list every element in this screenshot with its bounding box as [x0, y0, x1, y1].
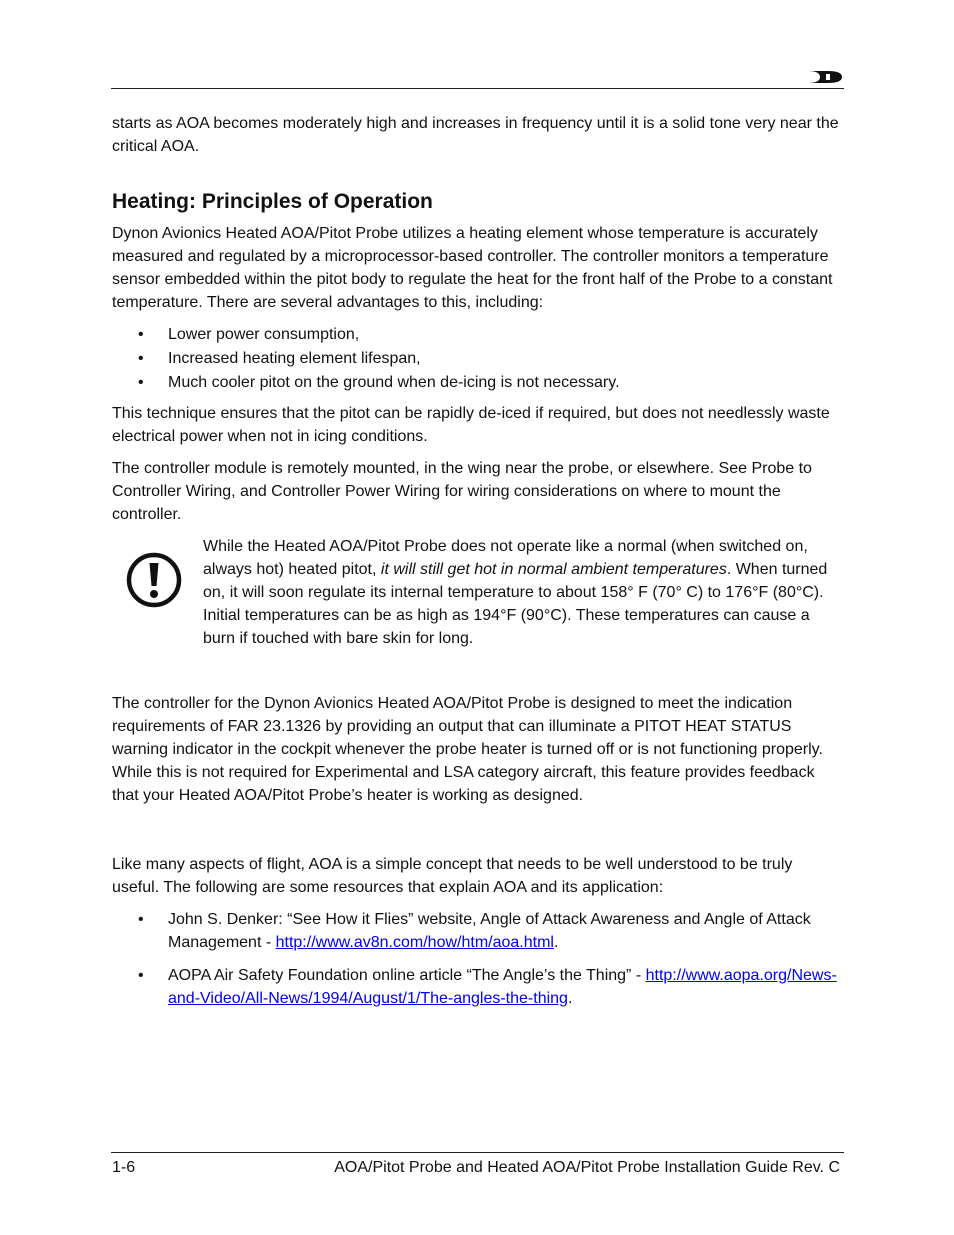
list-item: • Lower power consumption,: [112, 323, 842, 346]
list-item: • John S. Denker: “See How it Flies” website, Angle of Attack Awareness and Angle of Attack Management - http://www.av8n.com/how/htm/aoa.html.: [112, 908, 842, 954]
dynon-logo-icon: [806, 68, 844, 86]
list-item: • Much cooler pitot on the ground when de-icing is not necessary.: [112, 371, 842, 394]
technique-paragraph: This technique ensures that the pitot can be rapidly de-iced if required, but does not needlessly waste electrical power when not in icing conditions.: [112, 405, 830, 445]
advantages-list: [112, 323, 842, 394]
warning-text: While the Heated AOA/Pitot Probe does not operate like a normal (when switched on, always hot) heated pitot, it will still get hot in normal ambient temperatures. When turned on, it will soon regulate its internal temperature to about 158° F (70° C) to 176°F (80°C). Initial temperatures can be as high as 194°F (90°C). These temperatures can cause a burn if touched with bare skin for long.: [203, 538, 828, 647]
exclamation-warning-icon: [125, 551, 183, 609]
principles-paragraph: Dynon Avionics Heated AOA/Pitot Probe utilizes a heating element whose temperature is accurately measured and regulated by a microprocessor-based controller. The controller monitors a temperature sensor embedded within the pitot body to regulate the heat for the front half of the Probe to a constant temperature. There are several advantages to this, including:: [112, 225, 833, 311]
intro-paragraph: starts as AOA becomes moderately high and increases in frequency until it is a solid tone very near the critical AOA.: [112, 115, 839, 155]
warning-callout: [112, 535, 842, 655]
resources-list: [112, 908, 842, 1010]
header-rule: [111, 88, 844, 89]
mounting-paragraph: The controller module is remotely mounted, in the wing near the probe, or elsewhere. See Probe to Controller Wiring, and Controller Power Wiring for wiring considerations on where to mount the controller.: [112, 460, 812, 523]
aopa-link[interactable]: http://www.aopa.org/News-and-Video/All-News/1994/August/1/The-angles-the-thing: [168, 967, 837, 1007]
av8n-link[interactable]: http://www.av8n.com/how/htm/aoa.html: [275, 934, 554, 951]
section-heading: Heating: Principles of Operation: [112, 190, 433, 213]
page-body: [112, 112, 842, 1020]
resources-intro-paragraph: Like many aspects of flight, AOA is a simple concept that needs to be well understood to be truly useful. The following are some resources that explain AOA and its application:: [112, 856, 793, 896]
indication-paragraph: The controller for the Dynon Avionics Heated AOA/Pitot Probe is designed to meet the indication requirements of FAR 23.1326 by providing an output that can illuminate a PITOT HEAT STATUS warning indicator in the cockpit whenever the probe heater is turned off or is not functioning properly. While this is not required for Experimental and LSA category aircraft, this feature provides feedback that your Heated AOA/Pitot Probe’s heater is working as designed.: [112, 695, 823, 804]
document-title: AOA/Pitot Probe and Heated AOA/Pitot Probe Installation Guide Rev. C: [334, 1159, 840, 1176]
page-number: 1-6: [112, 1159, 136, 1176]
list-item: • AOPA Air Safety Foundation online article “The Angle’s the Thing” - http://www.aopa.org/News-and-Video/All-News/1994/August/1/The-angles-the-thing.: [112, 964, 842, 1010]
footer-rule: [111, 1152, 844, 1153]
list-item: • Increased heating element lifespan,: [112, 347, 842, 370]
